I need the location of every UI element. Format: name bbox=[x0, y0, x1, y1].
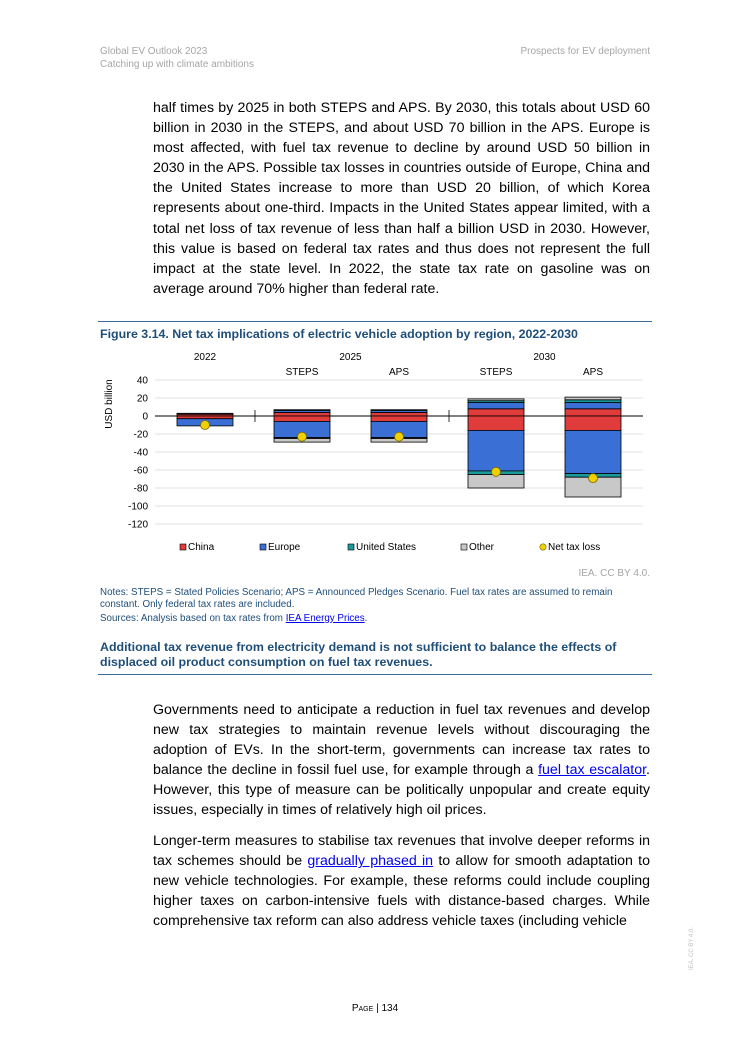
page-word: Page bbox=[351, 1003, 374, 1014]
bar-segment bbox=[565, 397, 621, 400]
legend-swatch bbox=[180, 544, 186, 550]
bar-segment bbox=[177, 413, 233, 414]
sources-suffix: . bbox=[364, 613, 368, 624]
bar-segment bbox=[565, 409, 621, 416]
year-group-label: 2025 bbox=[339, 352, 362, 363]
figure-sources bbox=[100, 613, 367, 624]
bar-segment bbox=[565, 400, 621, 403]
bar-segment bbox=[371, 412, 427, 416]
body-paragraph-3 bbox=[153, 831, 650, 931]
y-tick-label: -40 bbox=[133, 447, 148, 459]
y-tick-label: -20 bbox=[133, 429, 148, 441]
bar-segment bbox=[468, 399, 524, 401]
legend-swatch bbox=[260, 544, 266, 550]
legend-swatch bbox=[348, 544, 354, 550]
y-tick-label: 40 bbox=[136, 375, 148, 387]
legend-label: United States bbox=[356, 542, 417, 553]
year-group-label: 2030 bbox=[533, 352, 556, 363]
bar-segment bbox=[468, 409, 524, 416]
y-axis-label: USD billion bbox=[104, 379, 115, 429]
scenario-label: APS bbox=[582, 367, 604, 378]
bar-segment bbox=[177, 416, 233, 419]
legend-swatch bbox=[540, 544, 546, 550]
page-separator: | bbox=[373, 1003, 382, 1014]
bar-segment bbox=[371, 410, 427, 411]
bar-segment bbox=[565, 403, 621, 409]
legend-label: Net tax loss bbox=[548, 542, 601, 553]
y-tick-label: 20 bbox=[136, 393, 148, 405]
doc-title: Global EV Outlook 2023 bbox=[100, 46, 208, 57]
bar-segment bbox=[468, 416, 524, 430]
para2-text-a: Governments need to anticipate a reduction in fuel tax revenues and develop new tax strategies to maintain revenue levels without discouraging the adoption of EVs. In the short-term, governments can increase tax rates to balance the decline in fossil fuel use, for example through a bbox=[153, 702, 650, 779]
legend-label: Other bbox=[469, 542, 495, 553]
year-group-label: 2022 bbox=[193, 352, 217, 363]
bar-segment bbox=[565, 416, 621, 430]
y-tick-label: 0 bbox=[142, 411, 148, 423]
body-paragraph-2 bbox=[153, 700, 650, 821]
y-tick-label: -120 bbox=[127, 519, 148, 531]
scenario-label: STEPS bbox=[479, 367, 513, 378]
figure-bottom-rule bbox=[98, 674, 652, 675]
sources-prefix: Sources: Analysis based on tax rates from bbox=[100, 613, 286, 624]
bar-segment bbox=[565, 430, 621, 473]
page-footer bbox=[0, 1003, 750, 1014]
running-header-left bbox=[100, 45, 254, 71]
body-paragraph-1: half times by 2025 in both STEPS and APS. By 2030, this totals about USD 60 billion in 2030 in the STEPS, and about USD 70 billion in the APS. Europe is most affected, with fuel tax revenue to decline by around USD 50 billion in 2030 in the APS. Possible tax losses in countries outside of Europe, China and the United States increase to more than USD 20 billion, of which Korea represents about one-third. Impacts in the United States appear limited, with a total net loss of tax revenue of less than half a billion USD in 2030. However, this value is based on federal tax rates and thus does not represent the full impact at the state level. In 2022, the state tax rate on gasoline was on average around 70% higher than federal rate. bbox=[153, 100, 650, 297]
bar-segment bbox=[468, 403, 524, 409]
legend-swatch bbox=[461, 544, 467, 550]
page-number: 134 bbox=[381, 1003, 399, 1014]
para3-text-a: Longer-term measures to stabilise tax revenues that involve deeper reforms in tax schemes should be bbox=[153, 833, 650, 870]
gradually-phased-in-link[interactable]: gradually phased in bbox=[307, 853, 434, 870]
y-tick-label: -100 bbox=[127, 501, 148, 513]
net-tax-loss-point bbox=[492, 467, 501, 476]
figure-credit: IEA. CC BY 4.0. bbox=[578, 568, 650, 579]
vertical-credit: IEA. CC BY 4.0. bbox=[689, 927, 695, 970]
net-tax-loss-point bbox=[395, 432, 404, 441]
figure-title: Figure 3.14. Net tax implications of electric vehicle adoption by region, 2022-2030 bbox=[100, 327, 578, 341]
scenario-label: STEPS bbox=[285, 367, 319, 378]
section-title: Prospects for EV deployment bbox=[520, 46, 650, 57]
net-tax-loss-point bbox=[201, 421, 210, 430]
figure-notes: Notes: STEPS = Stated Policies Scenario; APS = Announced Pledges Scenario. Fuel tax rates are assumed to remain constant. Only federal tax rates are included. bbox=[100, 587, 613, 610]
net-tax-loss-point bbox=[298, 432, 307, 441]
key-message: Additional tax revenue from electricity demand is not sufficient to balance the effects of displaced oil product consumption on fuel tax revenues. bbox=[100, 640, 617, 669]
para2-text-b: . However, this type of measure can be politically unpopular and create equity issues, especially in times of relatively high oil prices. bbox=[153, 762, 650, 819]
bar-segment bbox=[274, 416, 330, 421]
bar-segment bbox=[274, 412, 330, 416]
bar-segment bbox=[274, 410, 330, 411]
bar-segment bbox=[371, 416, 427, 421]
figure-top-rule bbox=[98, 321, 652, 322]
bar-segment bbox=[468, 430, 524, 471]
legend-label: China bbox=[188, 542, 215, 553]
legend-label: Europe bbox=[268, 542, 301, 553]
fuel-tax-escalator-link[interactable]: fuel tax escalator bbox=[538, 762, 647, 779]
para3-text-b: to allow for smooth adaptation to new vehicle technologies. For example, these reforms could include coupling higher taxes on carbon-intensive fuels with distance-based charges. While comprehensive tax reform can also address vehicle taxes (including vehicle bbox=[153, 853, 651, 930]
scenario-label: APS bbox=[388, 367, 410, 378]
net-tax-chart bbox=[100, 345, 650, 567]
y-tick-label: -60 bbox=[133, 465, 148, 477]
iea-energy-prices-link[interactable]: IEA Energy Prices bbox=[285, 613, 365, 624]
doc-subtitle: Catching up with climate ambitions bbox=[100, 59, 254, 70]
y-tick-label: -80 bbox=[133, 483, 148, 495]
net-tax-loss-point bbox=[589, 474, 598, 483]
